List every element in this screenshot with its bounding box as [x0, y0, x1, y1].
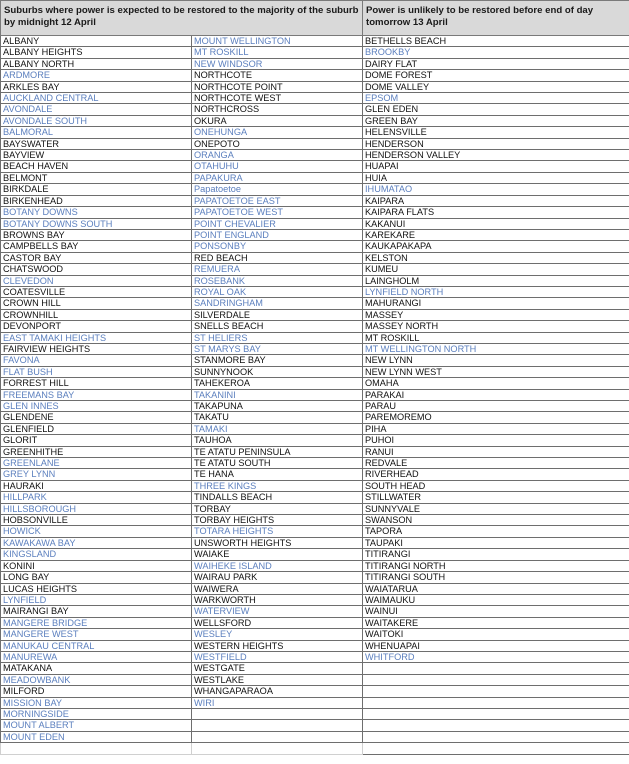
restored-suburb-cell: ALBANY HEIGHTS: [1, 47, 192, 58]
restored-suburb-cell: TAUHOA: [192, 435, 363, 446]
unlikely-suburb-cell: WHENUAPAI: [363, 640, 629, 651]
restored-suburb-cell: FAIRVIEW HEIGHTS: [1, 343, 192, 354]
restored-suburb-cell: NORTHCOTE POINT: [192, 81, 363, 92]
unlikely-suburb-cell: TAPORA: [363, 526, 629, 537]
restored-suburb-cell: CHATSWOOD: [1, 264, 192, 275]
table-row: [1, 389, 629, 400]
unlikely-suburb-cell: WAITOKI: [363, 629, 629, 640]
table-row: [1, 355, 629, 366]
empty-cell: [363, 663, 629, 674]
table-row: [1, 218, 629, 229]
unlikely-suburb-cell: MAHURANGI: [363, 298, 629, 309]
restored-suburb-cell: BAYVIEW: [1, 150, 192, 161]
restored-suburb-cell: HOWICK: [1, 526, 192, 537]
table-row: [1, 549, 629, 560]
empty-cell: [363, 720, 629, 731]
unlikely-suburb-cell: KAKANUI: [363, 218, 629, 229]
table-row: [1, 343, 629, 354]
unlikely-suburb-cell: PAREMOREMO: [363, 412, 629, 423]
table-row: [1, 458, 629, 469]
restored-suburb-cell: BAYSWATER: [1, 138, 192, 149]
restored-suburb-cell: MEADOWBANK: [1, 674, 192, 685]
unlikely-suburb-cell: WAIMAUKU: [363, 594, 629, 605]
unlikely-suburb-cell: STILLWATER: [363, 492, 629, 503]
table-row: [1, 537, 629, 548]
table-row: [1, 286, 629, 297]
table-row: [1, 583, 629, 594]
restored-suburb-cell: MISSION BAY: [1, 697, 192, 708]
empty-cell: [363, 708, 629, 719]
restored-suburb-cell: LYNFIELD: [1, 594, 192, 605]
table-row: [1, 731, 629, 742]
restored-suburb-cell: CLEVEDON: [1, 275, 192, 286]
restored-suburb-cell: TAKATU: [192, 412, 363, 423]
restored-suburb-cell: TORBAY HEIGHTS: [192, 515, 363, 526]
unlikely-suburb-cell: PARAU: [363, 401, 629, 412]
unlikely-suburb-cell: IHUMATAO: [363, 184, 629, 195]
table-row: [1, 503, 629, 514]
restored-suburb-cell: MANUREWA: [1, 651, 192, 662]
table-row: [1, 47, 629, 58]
table-row: [1, 104, 629, 115]
empty-cell: [363, 686, 629, 697]
table-row: [1, 309, 629, 320]
table-row: [1, 651, 629, 662]
table-row: [1, 663, 629, 674]
table-row: [1, 526, 629, 537]
empty-cell: [363, 731, 629, 742]
restored-suburb-cell: KINGSLAND: [1, 549, 192, 560]
restored-suburb-cell: MATAKANA: [1, 663, 192, 674]
empty-cell: [1, 743, 192, 754]
unlikely-suburb-cell: KELSTON: [363, 252, 629, 263]
restored-suburb-cell: TE HANA: [192, 469, 363, 480]
table-row: [1, 720, 629, 731]
restored-suburb-cell: FORREST HILL: [1, 378, 192, 389]
unlikely-suburb-cell: MASSEY NORTH: [363, 321, 629, 332]
unlikely-suburb-cell: NEW LYNN WEST: [363, 366, 629, 377]
restored-suburb-cell: GREENLANE: [1, 458, 192, 469]
table-row: [1, 36, 629, 47]
restored-suburb-cell: FAVONA: [1, 355, 192, 366]
table-row: [1, 515, 629, 526]
empty-cell: [192, 708, 363, 719]
unlikely-suburb-cell: DOME FOREST: [363, 70, 629, 81]
unlikely-suburb-cell: KAUKAPAKAPA: [363, 241, 629, 252]
unlikely-suburb-cell: HELENSVILLE: [363, 127, 629, 138]
restored-suburb-cell: FREEMANS BAY: [1, 389, 192, 400]
restored-suburb-cell: BELMONT: [1, 172, 192, 183]
restored-suburb-cell: GREY LYNN: [1, 469, 192, 480]
empty-cell: [192, 743, 363, 754]
restored-suburb-cell: GLENFIELD: [1, 423, 192, 434]
table-row: [1, 412, 629, 423]
restored-suburb-cell: MILFORD: [1, 686, 192, 697]
restored-suburb-cell: ORANGA: [192, 150, 363, 161]
unlikely-suburb-cell: LYNFIELD NORTH: [363, 286, 629, 297]
unlikely-suburb-cell: EPSOM: [363, 93, 629, 104]
restored-suburb-cell: LONG BAY: [1, 572, 192, 583]
table-row: [1, 115, 629, 126]
table-row: [1, 81, 629, 92]
restored-suburb-cell: MANGERE BRIDGE: [1, 617, 192, 628]
table-row: [1, 70, 629, 81]
unlikely-suburb-cell: REDVALE: [363, 458, 629, 469]
restored-suburb-cell: PAPATOETOE EAST: [192, 195, 363, 206]
restored-suburb-cell: REMUERA: [192, 264, 363, 275]
restored-suburb-cell: AVONDALE: [1, 104, 192, 115]
restored-suburb-cell: WESTLAKE: [192, 674, 363, 685]
unlikely-suburb-cell: MT ROSKILL: [363, 332, 629, 343]
unlikely-suburb-cell: WHITFORD: [363, 651, 629, 662]
table-row: [1, 617, 629, 628]
unlikely-suburb-cell: HENDERSON VALLEY: [363, 150, 629, 161]
unlikely-suburb-cell: KAIPARA: [363, 195, 629, 206]
table-row: [1, 640, 629, 651]
restored-suburb-cell: FLAT BUSH: [1, 366, 192, 377]
restored-suburb-cell: WAIRAU PARK: [192, 572, 363, 583]
unlikely-suburb-cell: KAIPARA FLATS: [363, 207, 629, 218]
unlikely-suburb-cell: WAIATARUA: [363, 583, 629, 594]
unlikely-suburb-cell: MT WELLINGTON NORTH: [363, 343, 629, 354]
restored-suburb-cell: EAST TAMAKI HEIGHTS: [1, 332, 192, 343]
restored-suburb-cell: ST HELIERS: [192, 332, 363, 343]
restored-suburb-cell: TE ATATU SOUTH: [192, 458, 363, 469]
table-row: [1, 606, 629, 617]
restored-suburb-cell: WESLEY: [192, 629, 363, 640]
restored-suburb-cell: MORNINGSIDE: [1, 708, 192, 719]
table-row: [1, 241, 629, 252]
restored-suburb-cell: AUCKLAND CENTRAL: [1, 93, 192, 104]
restored-suburb-cell: MOUNT EDEN: [1, 731, 192, 742]
unlikely-suburb-cell: WAINUI: [363, 606, 629, 617]
restored-suburb-cell: WESTFIELD: [192, 651, 363, 662]
table-row: [1, 127, 629, 138]
empty-cell: [192, 720, 363, 731]
restored-suburb-cell: MOUNT ALBERT: [1, 720, 192, 731]
restored-suburb-cell: ST MARYS BAY: [192, 343, 363, 354]
unlikely-suburb-cell: KUMEU: [363, 264, 629, 275]
table-row: [1, 674, 629, 685]
restored-suburb-cell: NORTHCROSS: [192, 104, 363, 115]
restored-suburb-cell: TORBAY: [192, 503, 363, 514]
table-row: [1, 332, 629, 343]
empty-cell: [363, 674, 629, 685]
table-row: [1, 172, 629, 183]
restored-suburb-cell: TAHEKEROA: [192, 378, 363, 389]
header-unlikely-restored: Power is unlikely to be restored before end of day tomorrow 13 April: [363, 1, 629, 36]
restored-suburb-cell: GLENDENE: [1, 412, 192, 423]
unlikely-suburb-cell: BROOKBY: [363, 47, 629, 58]
restored-suburb-cell: NORTHCOTE: [192, 70, 363, 81]
unlikely-suburb-cell: RIVERHEAD: [363, 469, 629, 480]
table-row: [1, 560, 629, 571]
table-row: [1, 480, 629, 491]
table-row: [1, 58, 629, 69]
restored-suburb-cell: MANGERE WEST: [1, 629, 192, 640]
unlikely-suburb-cell: PUHOI: [363, 435, 629, 446]
restored-suburb-cell: WAIHEKE ISLAND: [192, 560, 363, 571]
restored-suburb-cell: WARKWORTH: [192, 594, 363, 605]
restored-suburb-cell: WATERVIEW: [192, 606, 363, 617]
restored-suburb-cell: Papatoetoe: [192, 184, 363, 195]
unlikely-suburb-cell: GLEN EDEN: [363, 104, 629, 115]
restored-suburb-cell: KONINI: [1, 560, 192, 571]
restored-suburb-cell: TAKAPUNA: [192, 401, 363, 412]
restored-suburb-cell: PAPATOETOE WEST: [192, 207, 363, 218]
table-row: [1, 423, 629, 434]
table-header-row: [1, 1, 629, 36]
restored-suburb-cell: PONSONBY: [192, 241, 363, 252]
table-row: [1, 138, 629, 149]
table-row: [1, 252, 629, 263]
unlikely-suburb-cell: SOUTH HEAD: [363, 480, 629, 491]
table-row: [1, 743, 629, 754]
restored-suburb-cell: UNSWORTH HEIGHTS: [192, 537, 363, 548]
restored-suburb-cell: KAWAKAWA BAY: [1, 537, 192, 548]
unlikely-suburb-cell: DAIRY FLAT: [363, 58, 629, 69]
restored-suburb-cell: BEACH HAVEN: [1, 161, 192, 172]
restored-suburb-cell: HOBSONVILLE: [1, 515, 192, 526]
restored-suburb-cell: WAIAKE: [192, 549, 363, 560]
unlikely-suburb-cell: RANUI: [363, 446, 629, 457]
table-row: [1, 229, 629, 240]
unlikely-suburb-cell: SWANSON: [363, 515, 629, 526]
restored-suburb-cell: RED BEACH: [192, 252, 363, 263]
table-row: [1, 378, 629, 389]
restored-suburb-cell: NEW WINDSOR: [192, 58, 363, 69]
restored-suburb-cell: TE ATATU PENINSULA: [192, 446, 363, 457]
table-row: [1, 184, 629, 195]
restored-suburb-cell: TAMAKI: [192, 423, 363, 434]
header-restored-by-midnight: Suburbs where power is expected to be restored to the majority of the suburb by midnight 12 April: [1, 1, 363, 36]
restored-suburb-cell: WELLSFORD: [192, 617, 363, 628]
table-row: [1, 708, 629, 719]
restored-suburb-cell: SUNNYNOOK: [192, 366, 363, 377]
table-row: [1, 366, 629, 377]
restored-suburb-cell: SILVERDALE: [192, 309, 363, 320]
unlikely-suburb-cell: LAINGHOLM: [363, 275, 629, 286]
unlikely-suburb-cell: GREEN BAY: [363, 115, 629, 126]
restored-suburb-cell: MT ROSKILL: [192, 47, 363, 58]
restored-suburb-cell: CAMPBELLS BAY: [1, 241, 192, 252]
restored-suburb-cell: TAKANINI: [192, 389, 363, 400]
restored-suburb-cell: SANDRINGHAM: [192, 298, 363, 309]
unlikely-suburb-cell: SUNNYVALE: [363, 503, 629, 514]
unlikely-suburb-cell: KAREKARE: [363, 229, 629, 240]
table-row: [1, 401, 629, 412]
table-row: [1, 435, 629, 446]
restored-suburb-cell: HAURAKI: [1, 480, 192, 491]
table-row: [1, 697, 629, 708]
restored-suburb-cell: MAIRANGI BAY: [1, 606, 192, 617]
table-row: [1, 195, 629, 206]
table-row: [1, 161, 629, 172]
table-row: [1, 492, 629, 503]
restored-suburb-cell: ARDMORE: [1, 70, 192, 81]
unlikely-suburb-cell: NEW LYNN: [363, 355, 629, 366]
restored-suburb-cell: MANUKAU CENTRAL: [1, 640, 192, 651]
table-row: [1, 594, 629, 605]
table-row: [1, 93, 629, 104]
unlikely-suburb-cell: MASSEY: [363, 309, 629, 320]
restored-suburb-cell: STANMORE BAY: [192, 355, 363, 366]
restored-suburb-cell: BIRKDALE: [1, 184, 192, 195]
restored-suburb-cell: OTAHUHU: [192, 161, 363, 172]
restored-suburb-cell: NORTHCOTE WEST: [192, 93, 363, 104]
empty-cell: [363, 743, 629, 754]
restored-suburb-cell: BROWNS BAY: [1, 229, 192, 240]
restored-suburb-cell: HILLPARK: [1, 492, 192, 503]
restored-suburb-cell: DEVONPORT: [1, 321, 192, 332]
table-row: [1, 572, 629, 583]
restored-suburb-cell: WHANGAPARAOA: [192, 686, 363, 697]
unlikely-suburb-cell: DOME VALLEY: [363, 81, 629, 92]
unlikely-suburb-cell: TITIRANGI NORTH: [363, 560, 629, 571]
restored-suburb-cell: HILLSBOROUGH: [1, 503, 192, 514]
restored-suburb-cell: ONEPOTO: [192, 138, 363, 149]
restored-suburb-cell: POINT CHEVALIER: [192, 218, 363, 229]
table-row: [1, 264, 629, 275]
table-row: [1, 298, 629, 309]
table-body: [1, 36, 629, 755]
unlikely-suburb-cell: HENDERSON: [363, 138, 629, 149]
restored-suburb-cell: ALBANY: [1, 36, 192, 47]
restored-suburb-cell: ARKLES BAY: [1, 81, 192, 92]
restored-suburb-cell: AVONDALE SOUTH: [1, 115, 192, 126]
unlikely-suburb-cell: OMAHA: [363, 378, 629, 389]
restored-suburb-cell: WAIWERA: [192, 583, 363, 594]
table-row: [1, 469, 629, 480]
table-row: [1, 446, 629, 457]
table-row: [1, 150, 629, 161]
table-row: [1, 207, 629, 218]
restored-suburb-cell: TINDALLS BEACH: [192, 492, 363, 503]
restored-suburb-cell: ONEHUNGA: [192, 127, 363, 138]
unlikely-suburb-cell: TITIRANGI: [363, 549, 629, 560]
unlikely-suburb-cell: HUAPAI: [363, 161, 629, 172]
restored-suburb-cell: CASTOR BAY: [1, 252, 192, 263]
restored-suburb-cell: BOTANY DOWNS SOUTH: [1, 218, 192, 229]
restored-suburb-cell: WIRI: [192, 697, 363, 708]
restored-suburb-cell: CROWN HILL: [1, 298, 192, 309]
restored-suburb-cell: POINT ENGLAND: [192, 229, 363, 240]
restored-suburb-cell: GREENHITHE: [1, 446, 192, 457]
unlikely-suburb-cell: HUIA: [363, 172, 629, 183]
restored-suburb-cell: PAPAKURA: [192, 172, 363, 183]
table-row: [1, 275, 629, 286]
restored-suburb-cell: SNELLS BEACH: [192, 321, 363, 332]
restored-suburb-cell: GLORIT: [1, 435, 192, 446]
unlikely-suburb-cell: WAITAKERE: [363, 617, 629, 628]
restored-suburb-cell: ROYAL OAK: [192, 286, 363, 297]
restored-suburb-cell: LUCAS HEIGHTS: [1, 583, 192, 594]
table-row: [1, 686, 629, 697]
unlikely-suburb-cell: PIHA: [363, 423, 629, 434]
empty-cell: [192, 731, 363, 742]
unlikely-suburb-cell: PARAKAI: [363, 389, 629, 400]
restored-suburb-cell: MOUNT WELLINGTON: [192, 36, 363, 47]
restored-suburb-cell: GLEN INNES: [1, 401, 192, 412]
restored-suburb-cell: WESTERN HEIGHTS: [192, 640, 363, 651]
unlikely-suburb-cell: TITIRANGI SOUTH: [363, 572, 629, 583]
unlikely-suburb-cell: BETHELLS BEACH: [363, 36, 629, 47]
restored-suburb-cell: COATESVILLE: [1, 286, 192, 297]
restored-suburb-cell: BALMORAL: [1, 127, 192, 138]
empty-cell: [363, 697, 629, 708]
restored-suburb-cell: THREE KINGS: [192, 480, 363, 491]
restored-suburb-cell: CROWNHILL: [1, 309, 192, 320]
restored-suburb-cell: ALBANY NORTH: [1, 58, 192, 69]
restored-suburb-cell: BIRKENHEAD: [1, 195, 192, 206]
restored-suburb-cell: OKURA: [192, 115, 363, 126]
unlikely-suburb-cell: TAUPAKI: [363, 537, 629, 548]
restored-suburb-cell: ROSEBANK: [192, 275, 363, 286]
restored-suburb-cell: WESTGATE: [192, 663, 363, 674]
restored-suburb-cell: TOTARA HEIGHTS: [192, 526, 363, 537]
table-row: [1, 629, 629, 640]
table-row: [1, 321, 629, 332]
restored-suburb-cell: BOTANY DOWNS: [1, 207, 192, 218]
